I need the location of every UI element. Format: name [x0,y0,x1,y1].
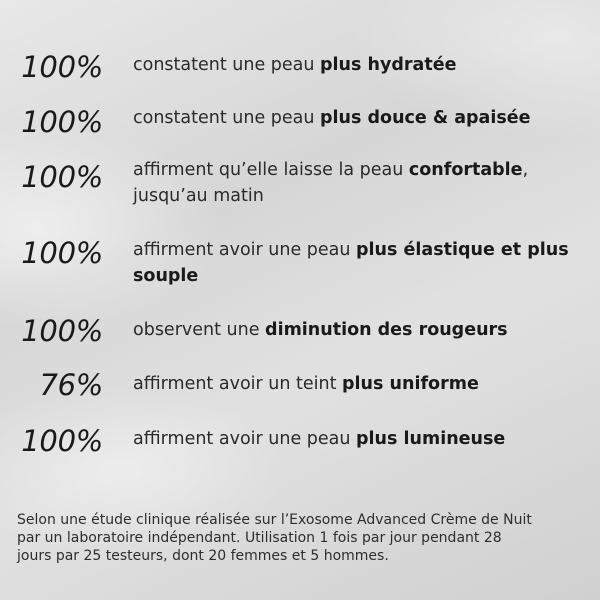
stat-highlight: plus lumineuse [356,429,506,449]
stat-description [133,52,585,78]
stat-text: affirment qu’elle laisse la peau [133,160,409,180]
stat-highlight: plus hydratée [320,55,457,75]
stat-text: constatent une peau [133,55,321,75]
stat-highlight: plus douce & apaisée [320,108,531,128]
stat-highlight: plus élastique et plus souple [133,240,569,286]
stat-highlight: confortable [408,160,523,180]
stat-percent: 100% [21,160,103,194]
stat-text: affirment avoir un teint [133,374,343,394]
stat-description [133,371,585,397]
stat-highlight: plus uniforme [342,374,479,394]
stat-description [133,317,585,343]
study-footnote: Selon une étude clinique réalisée sur l’Exosome Advanced Crème de Nuit par un laboratoire indépendant. Utilisation 1 fois par jour pendant 28 jours par 25 testeurs, dont 20 femmes et 5 hommes. [17,512,532,564]
stat-text: affirment avoir une peau [133,429,357,449]
stat-description [133,426,585,452]
stat-percent: 76% [39,368,103,402]
stat-percent: 100% [21,105,103,139]
stat-text: constatent une peau [133,108,321,128]
stat-percent: 100% [21,424,103,458]
stat-text: observent une [133,320,266,340]
stat-description [133,157,585,209]
stat-percent: 100% [21,314,103,348]
stat-description [133,105,585,131]
stat-percent: 100% [21,236,103,270]
stat-text: affirment avoir une peau [133,240,357,260]
stat-tail: , jusqu’au matin [133,160,529,206]
stat-highlight: diminution des rougeurs [265,320,508,340]
stat-description [133,237,578,289]
stat-percent: 100% [21,50,103,84]
